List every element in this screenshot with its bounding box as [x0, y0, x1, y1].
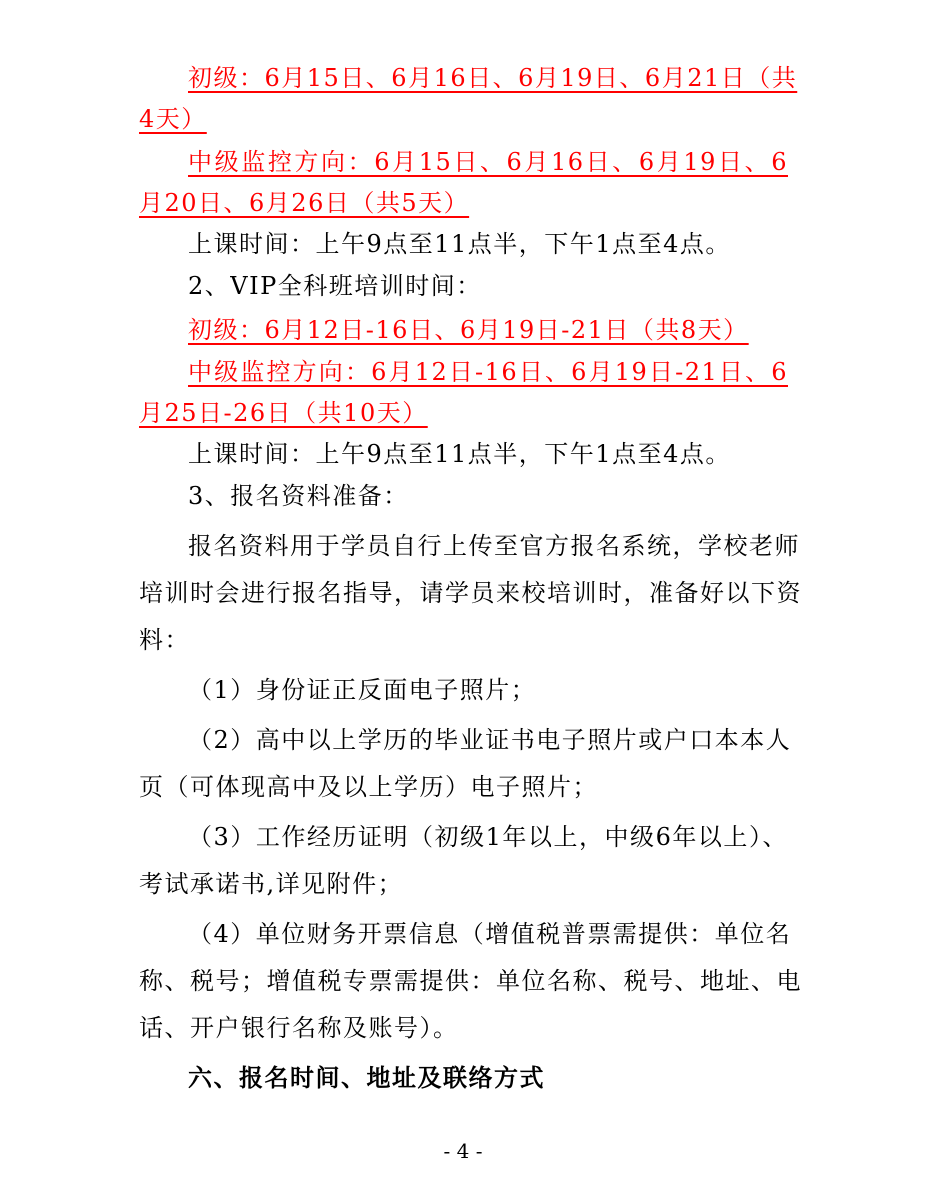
junior-schedule-line-2: 4天） [139, 105, 207, 133]
material-item-2-line-1: （2）高中以上学历的毕业证书电子照片或户口本本人 [188, 726, 792, 754]
vip-junior-schedule: 初级：6月12日-16日、6月19日-21日（共8天） [188, 316, 749, 344]
materials-paragraph-line-3: 料： [139, 626, 190, 654]
material-item-4-line-3: 话、开户银行名称及账号）。 [139, 1014, 459, 1042]
vip-class-time-text: 上课时间：上午9点至11点半，下午1点至4点。 [188, 440, 731, 468]
material-item-1: （1）身份证正反面电子照片； [188, 676, 537, 704]
vip-section-heading: 2、VIP全科班培训时间： [188, 272, 482, 300]
section-six-heading: 六、报名时间、地址及联络方式 [188, 1064, 545, 1092]
vip-intermediate-schedule-line-2: 月25日-26日（共10天） [139, 399, 428, 427]
material-item-4-line-2: 称、税号；增值税专票需提供：单位名称、税号、地址、电 [139, 967, 802, 995]
material-item-2-line-2: 页（可体现高中及以上学历）电子照片； [139, 773, 598, 801]
materials-paragraph-line-1: 报名资料用于学员自行上传至官方报名系统，学校老师 [188, 532, 800, 560]
intermediate-schedule-line-1: 中级监控方向：6月15日、6月16日、6月19日、6 [188, 148, 788, 176]
junior-schedule-line-1: 初级：6月15日、6月16日、6月19日、6月21日（共 [188, 64, 798, 92]
class-time-text: 上课时间：上午9点至11点半，下午1点至4点。 [188, 230, 731, 258]
page-number: - 4 - [443, 1139, 483, 1163]
materials-paragraph-line-2: 培训时会进行报名指导，请学员来校培训时，准备好以下资 [139, 579, 802, 607]
registration-materials-heading: 3、报名资料准备： [188, 482, 409, 510]
material-item-3-line-1: （3）工作经历证明（初级1年以上，中级6年以上）、 [188, 823, 788, 851]
material-item-4-line-1: （4）单位财务开票信息（增值税普票需提供：单位名 [188, 920, 792, 948]
material-item-3-line-2: 考试承诺书,详见附件； [139, 870, 404, 898]
vip-intermediate-schedule-line-1: 中级监控方向：6月12日-16日、6月19日-21日、6 [188, 358, 788, 386]
intermediate-schedule-line-2: 月20日、6月26日（共5天） [139, 189, 470, 217]
